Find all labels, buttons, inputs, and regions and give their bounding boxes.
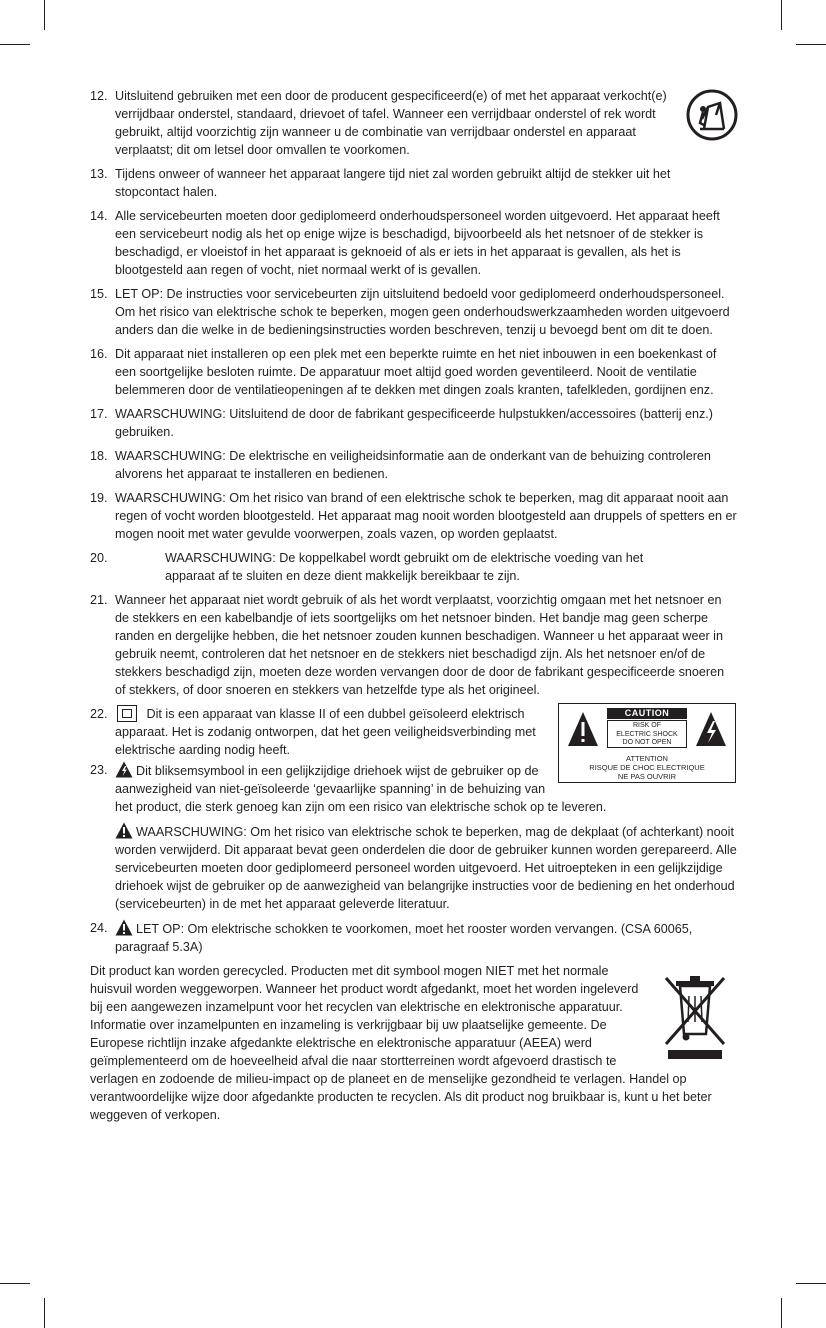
caution-line: ATTENTION	[626, 754, 668, 763]
list-item	[90, 87, 738, 159]
item-text: LET OP: De instructies voor servicebeurten zijn uitsluitend bedoeld voor gediplomeerd onderhoudspersoneel. Om het risico van elektrische schok te beperken, mogen geen onderhoudswerkzaamheden worden uitgevoerd anders dan die welke in de bedieningsinstructies worden beschreven, tenzij u bevoegd bent om dit te doen.	[115, 287, 730, 337]
crop-mark	[781, 1298, 782, 1328]
list-item	[90, 285, 738, 339]
item-number: 17.	[90, 407, 108, 421]
item-text-body: WAARSCHUWING: Om het risico van elektrische schok te beperken, mag de dekplaat (of achterkant) nooit worden verwijderd. Dit apparaat bevat geen onderdelen die door de gebruiker kunnen worden gerepareerd. Alle servicebeurten moeten door gediplomeerd personeel worden uitgevoerd. Het uitroepteken in een gelijkzijdige driehoek wijst de gebruiker op de aanwezigheid van belangrijke instructies voor de bediening en het onderhoud (servicebeurten) in de met het apparaat geleverde literatuur.	[115, 825, 737, 911]
recycling-notice	[90, 962, 738, 1124]
caution-line: NE PAS OUVRIR	[617, 772, 677, 781]
list-item	[90, 591, 738, 699]
list-item	[90, 822, 738, 913]
exclamation-triangle-icon	[115, 919, 133, 936]
list-item	[90, 549, 738, 585]
class-ii-double-square-icon	[117, 705, 137, 722]
list-item	[90, 447, 738, 483]
list-item	[90, 405, 738, 441]
item-number: 13.	[90, 167, 108, 181]
caution-line: DO NOT OPEN	[622, 739, 672, 746]
lightning-triangle-icon	[115, 761, 133, 778]
exclamation-triangle-icon	[115, 822, 133, 839]
item-text-line1: WAARSCHUWING: De koppelkabel wordt gebruikt om de elektrische voeding van het	[165, 551, 644, 565]
item-number: 22.	[90, 707, 108, 721]
list-item	[90, 207, 738, 279]
caution-subtitle	[607, 720, 687, 748]
item-number: 16.	[90, 347, 108, 361]
item-text	[115, 919, 738, 956]
item-text: Dit apparaat niet installeren op een plek met een beperkte ruimte en het niet inbouwen in een boekenkast of een soortgelijke besloten ruimte. De apparatuur moet altijd goed worden geventileerd. Nooit de ventilatie belemmeren door de ventilatieopeningen af te dekken met dingen zoals kranten, tafelkleden, gordijnen enz.	[115, 347, 717, 397]
item-number: 14.	[90, 209, 108, 223]
item-number: 21.	[90, 593, 108, 607]
cart-tipover-icon	[686, 89, 738, 141]
list-item	[90, 489, 738, 543]
item-text: WAARSCHUWING: Uitsluitend de door de fabrikant gespecificeerde hulpstukken/accessoires (batterij enz.) gebruiken.	[115, 407, 713, 439]
item-number: 12.	[90, 89, 108, 103]
item-text: WAARSCHUWING: De elektrische en veiligheidsinformatie aan de onderkant van de behuizing controleren alvorens het apparaat te installeren en bedienen.	[115, 449, 711, 481]
item-text-body: LET OP: Om elektrische schokken te voorkomen, moet het rooster worden vervangen. (CSA 60065, paragraaf 5.3A)	[115, 922, 693, 954]
item-text: Tijdens onweer of wanneer het apparaat langere tijd niet zal worden gebruikt altijd de stekker uit het stopcontact halen.	[115, 167, 671, 199]
crop-mark	[796, 44, 826, 45]
item-number: 24.	[90, 921, 108, 935]
crop-mark	[781, 0, 782, 30]
caution-line: ELECTRIC SHOCK	[616, 730, 678, 738]
crossed-out-wheelie-bin-icon	[660, 966, 730, 1062]
list-item	[90, 345, 738, 399]
item-text-body: Dit is een apparaat van klasse II of een dubbel geïsoleerd elektrisch apparaat. Het is zodanig ontworpen, dat het geen veiligheidsverbinding met elektrische aarding nodig heeft.	[115, 707, 536, 757]
item-text	[115, 822, 738, 913]
crop-mark	[0, 44, 30, 45]
item-number: 19.	[90, 491, 108, 505]
list-item	[90, 761, 738, 816]
crop-mark	[44, 0, 45, 30]
item-text: Wanneer het apparaat niet wordt gebruik of als het wordt verplaatst, voorzichtig omgaan met het netsnoer en de stekkers en een kabelbandje of iets soortgelijks om het netsnoer binden. Het bandje mag geen scherpe randen en dergelijke hebben, die het netsnoer zouden kunnen beschadigen. Wanneer u het apparaat weer in gebruik neemt, controleren dat het netsnoer en de stekkers niet beschadigd zijn. Als het netsnoer en/of de stekkers beschadigd zijn, moeten deze worden vervangen door de door de fabrikant gespecificeerde snoeren of stekkers, of door snoeren en stekkers van hetzelfde type als het origineel.	[115, 593, 725, 697]
crop-mark	[0, 1283, 30, 1284]
item-number: 18.	[90, 449, 108, 463]
exclamation-triangle-icon	[567, 710, 599, 748]
item-text	[115, 761, 738, 816]
list-item	[90, 165, 738, 201]
list-item	[90, 919, 738, 956]
crop-mark	[796, 1283, 826, 1284]
item-number: 20.	[90, 551, 108, 565]
item-text: Alle servicebeurten moeten door gediplomeerd onderhoudspersoneel worden uitgevoerd. Het apparaat heeft een servicebeurt nodig als het op enige wijze is beschadigd, bijvoorbeeld als het netsnoer of de stekker is beschadigd, er vloeistof in het apparaat is geknoeid of als er iets in het apparaat is gevallen, als het is blootgesteld aan regen of vocht, niet normaal werkt of is gevallen.	[115, 209, 720, 277]
item-number: 23.	[90, 763, 108, 777]
item-text: Uitsluitend gebruiken met een door de producent gespecificeerd(e) of met het apparaat verkocht(e) verrijdbaar onderstel, standaard, drievoet of tafel. Wanneer een verrijdbaar onderstel of rek wordt gebruikt, altijd voorzichtig zijn wanneer u de combinatie van verrijdbaar onderstel en apparaat verplaatst; dit om letsel door omvallen te voorkomen.	[115, 89, 667, 157]
item-number: 15.	[90, 287, 108, 301]
recycling-text: Dit product kan worden gerecycled. Producten met dit symbool mogen NIET met het normale huisvuil worden weggeworpen. Wanneer het product wordt afgedankt, moet het worden ingeleverd bij een aangewezen inzamelpunt voor het recyclen van elektrische en elektronische apparatuur. Informatie over inzamelpunten en inzameling is verkrijgbaar bij uw plaatselijke gemeente. De Europese richtlijn inzake afgedankte elektrische en elektronische apparatuur (AEEA) werd geïmplementeerd om de hoeveelheid afval die naar stortterreinen wordt afgevoerd drastisch te verlagen en zodoende de milieu-impact op de planeet en de menselijke gezondheid te verlagen. Handel op verantwoordelijke wijze door afgedankte producten te recyclen. Als dit product nog bruikbaar is, kunt u het beter weggeven of verkopen.	[90, 964, 712, 1122]
safety-instructions	[90, 87, 738, 1124]
crop-mark	[44, 1298, 45, 1328]
caution-line: RISK OF	[632, 722, 661, 729]
item-text: WAARSCHUWING: Om het risico van brand of een elektrische schok te beperken, mag dit apparaat nooit aan regen of vocht worden blootgesteld. Het apparaat mag nooit worden blootgesteld aan druppels of spetters en er mogen nooit met water gevulde voorwerpen, zoals vazen, op worden geplaatst.	[115, 491, 737, 541]
item-text	[90, 549, 738, 585]
item-text-body: Dit bliksemsymbool in een gelijkzijdige driehoek wijst de gebruiker op de aanwezigheid van niet-geïsoleerde ‘gevaarlijke spanning’ in de behuizing van het product, die sterk genoeg kan zijn om een risico van elektrische schok op te leveren.	[115, 764, 607, 814]
lightning-triangle-icon	[695, 710, 727, 748]
caution-line: RISQUE DE CHOC ELECTRIQUE	[589, 763, 705, 772]
caution-title: CAUTION	[607, 708, 687, 719]
item-text-line2: apparaat af te sluiten en deze dient makkelijk bereikbaar te zijn.	[165, 569, 520, 583]
